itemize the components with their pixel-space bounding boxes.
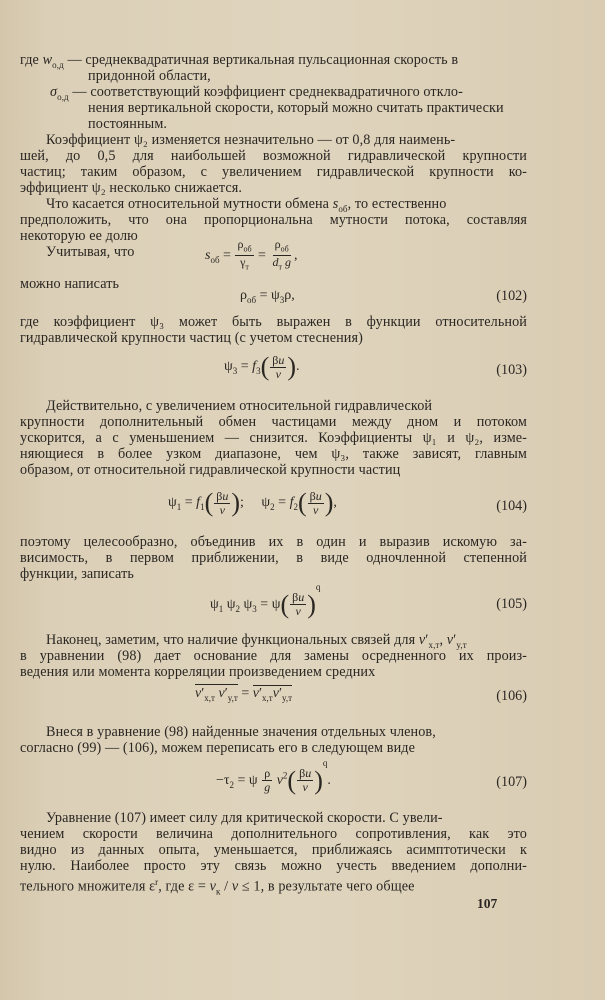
equation-number: (107) — [496, 774, 527, 790]
text-line: ведения или момента корреляции произведением средних — [20, 664, 376, 680]
text-line: чением скорости величина дополнительного сопротивления, как это — [20, 826, 527, 842]
text-line: частиц; таким образом, с увеличением гидравлической крупности ко- — [20, 164, 527, 180]
text-line: нения вертикальной скорости, который можно считать практически — [88, 100, 504, 116]
text-line: нулю. Наиболее просто эту связь можно учесть введением дополни- — [20, 858, 527, 874]
text-line: Внеся в уравнение (98) найденные значения отдельных членов, — [46, 724, 436, 740]
equation-sob: $s_{об}$ = $\frac{\rho_{об}}{\gamma_т}$ = $\frac{\rho_{об}}{d_т g}$ , — [205, 237, 298, 272]
text-line: ускорится, а с уменьшением — снизится. Коэффициенты ψ₁ и ψ₂, изме- — [20, 430, 527, 446]
text-line: крупности дополнительный обмен частицами между дном и потоком — [20, 414, 527, 430]
text-line: в уравнении (98) дает основание для замены осредненного их произ- — [20, 648, 527, 664]
equation-number: (103) — [496, 362, 527, 378]
equation-104: $\psi_1 = f_1$( $\frac{\beta u}{v}$ ); $\psi_2 = f_2$( $\frac{\beta u}{v}$ ), — [168, 488, 337, 517]
text-line: шей, до 0,5 для наибольшей возможной гидравлической крупности — [20, 148, 527, 164]
text-line: $\sigma_{о,д}$ — соответствующий коэффициент среднеквадратичного откло- — [50, 84, 463, 102]
text-line: висимость, в первом приближении, в виде одночленной степенной — [20, 550, 527, 566]
text-line: где коэффициент ψ₃ может быть выражен в функции относительной — [20, 314, 527, 330]
equation-number: (106) — [496, 688, 527, 704]
equation-103: $\psi_3 = f_3$( $\frac{\beta u}{v}$ ). — [224, 352, 300, 381]
equation-106: $v'_{x,т}$ $v'_{y,т} = v'_{x,т}v'_{y,т}$ — [195, 686, 293, 703]
text-line: некоторую ее долю — [20, 228, 138, 244]
text-line: тельного множителя $\varepsilon^r$, где $\varepsilon = v_к / v \le 1$, в результате чего общее — [20, 877, 415, 897]
text-line: согласно (99) — (106), можем переписать его в следующем виде — [20, 740, 415, 756]
text-line: функции, записать — [20, 566, 134, 582]
text-line: Действительно, с увеличением относительной гидравлической — [46, 398, 433, 414]
equation-105: $\psi_1$ $\psi_2$ $\psi_3 = \psi$( $\frac{\beta u}{v}$ )$^q$ — [210, 582, 321, 619]
equation-number: (104) — [496, 498, 527, 514]
page-number: 107 — [477, 896, 498, 911]
text-line: постоянным. — [88, 116, 168, 132]
text-line: няющиеся в более узком диапазоне, чем ψ₃, также зависят, главным — [20, 446, 527, 462]
text-line: можно написать — [20, 276, 120, 292]
text-line: Коэффициент ψ₂ изменяется незначительно — от 0,8 для наимень- — [46, 132, 456, 148]
text-line: придонной области, — [88, 68, 211, 84]
text-line: поэтому целесообразно, объединив их в один и выразив искомую за- — [20, 534, 527, 550]
text-line: гидравлической крупности частиц (с учетом стеснения) — [20, 330, 363, 346]
text-line: Что касается относительной мутности обмена $s_{об}$, то естественно — [46, 196, 447, 214]
equation-102: $\rho_{об} = \psi_3\rho$, — [240, 288, 295, 305]
equation-number: (102) — [496, 288, 527, 304]
text-line: Уравнение (107) имеет силу для критической скорости. С увели- — [46, 810, 443, 826]
text-line: видно из данных опыта, уменьшается, приближаясь асимптотически к — [20, 842, 527, 858]
text-line: эффициент ψ₂ несколько снижается. — [20, 180, 242, 196]
text-line: где $w_{о,д}$ — среднеквадратичная вертикальная пульсационная скорость в — [20, 52, 459, 70]
text-line: предположить, что она пропорциональна мутности потока, составляя — [20, 212, 527, 228]
text-line: Учитывая, что — [46, 244, 135, 260]
equation-number: (105) — [496, 596, 527, 612]
equation-107: $-\tau_2 = \psi$ $\frac{\rho}{g}$ $v^2$( $\frac{\beta u}{v}$ )$^q$. — [216, 758, 331, 795]
text-line: образом, от относительной гидравлической крупности частиц — [20, 462, 401, 478]
text-line: Наконец, заметим, что наличие функциональных связей для $v'_{x,т}$, $v'_{y,т}$ — [46, 632, 467, 650]
